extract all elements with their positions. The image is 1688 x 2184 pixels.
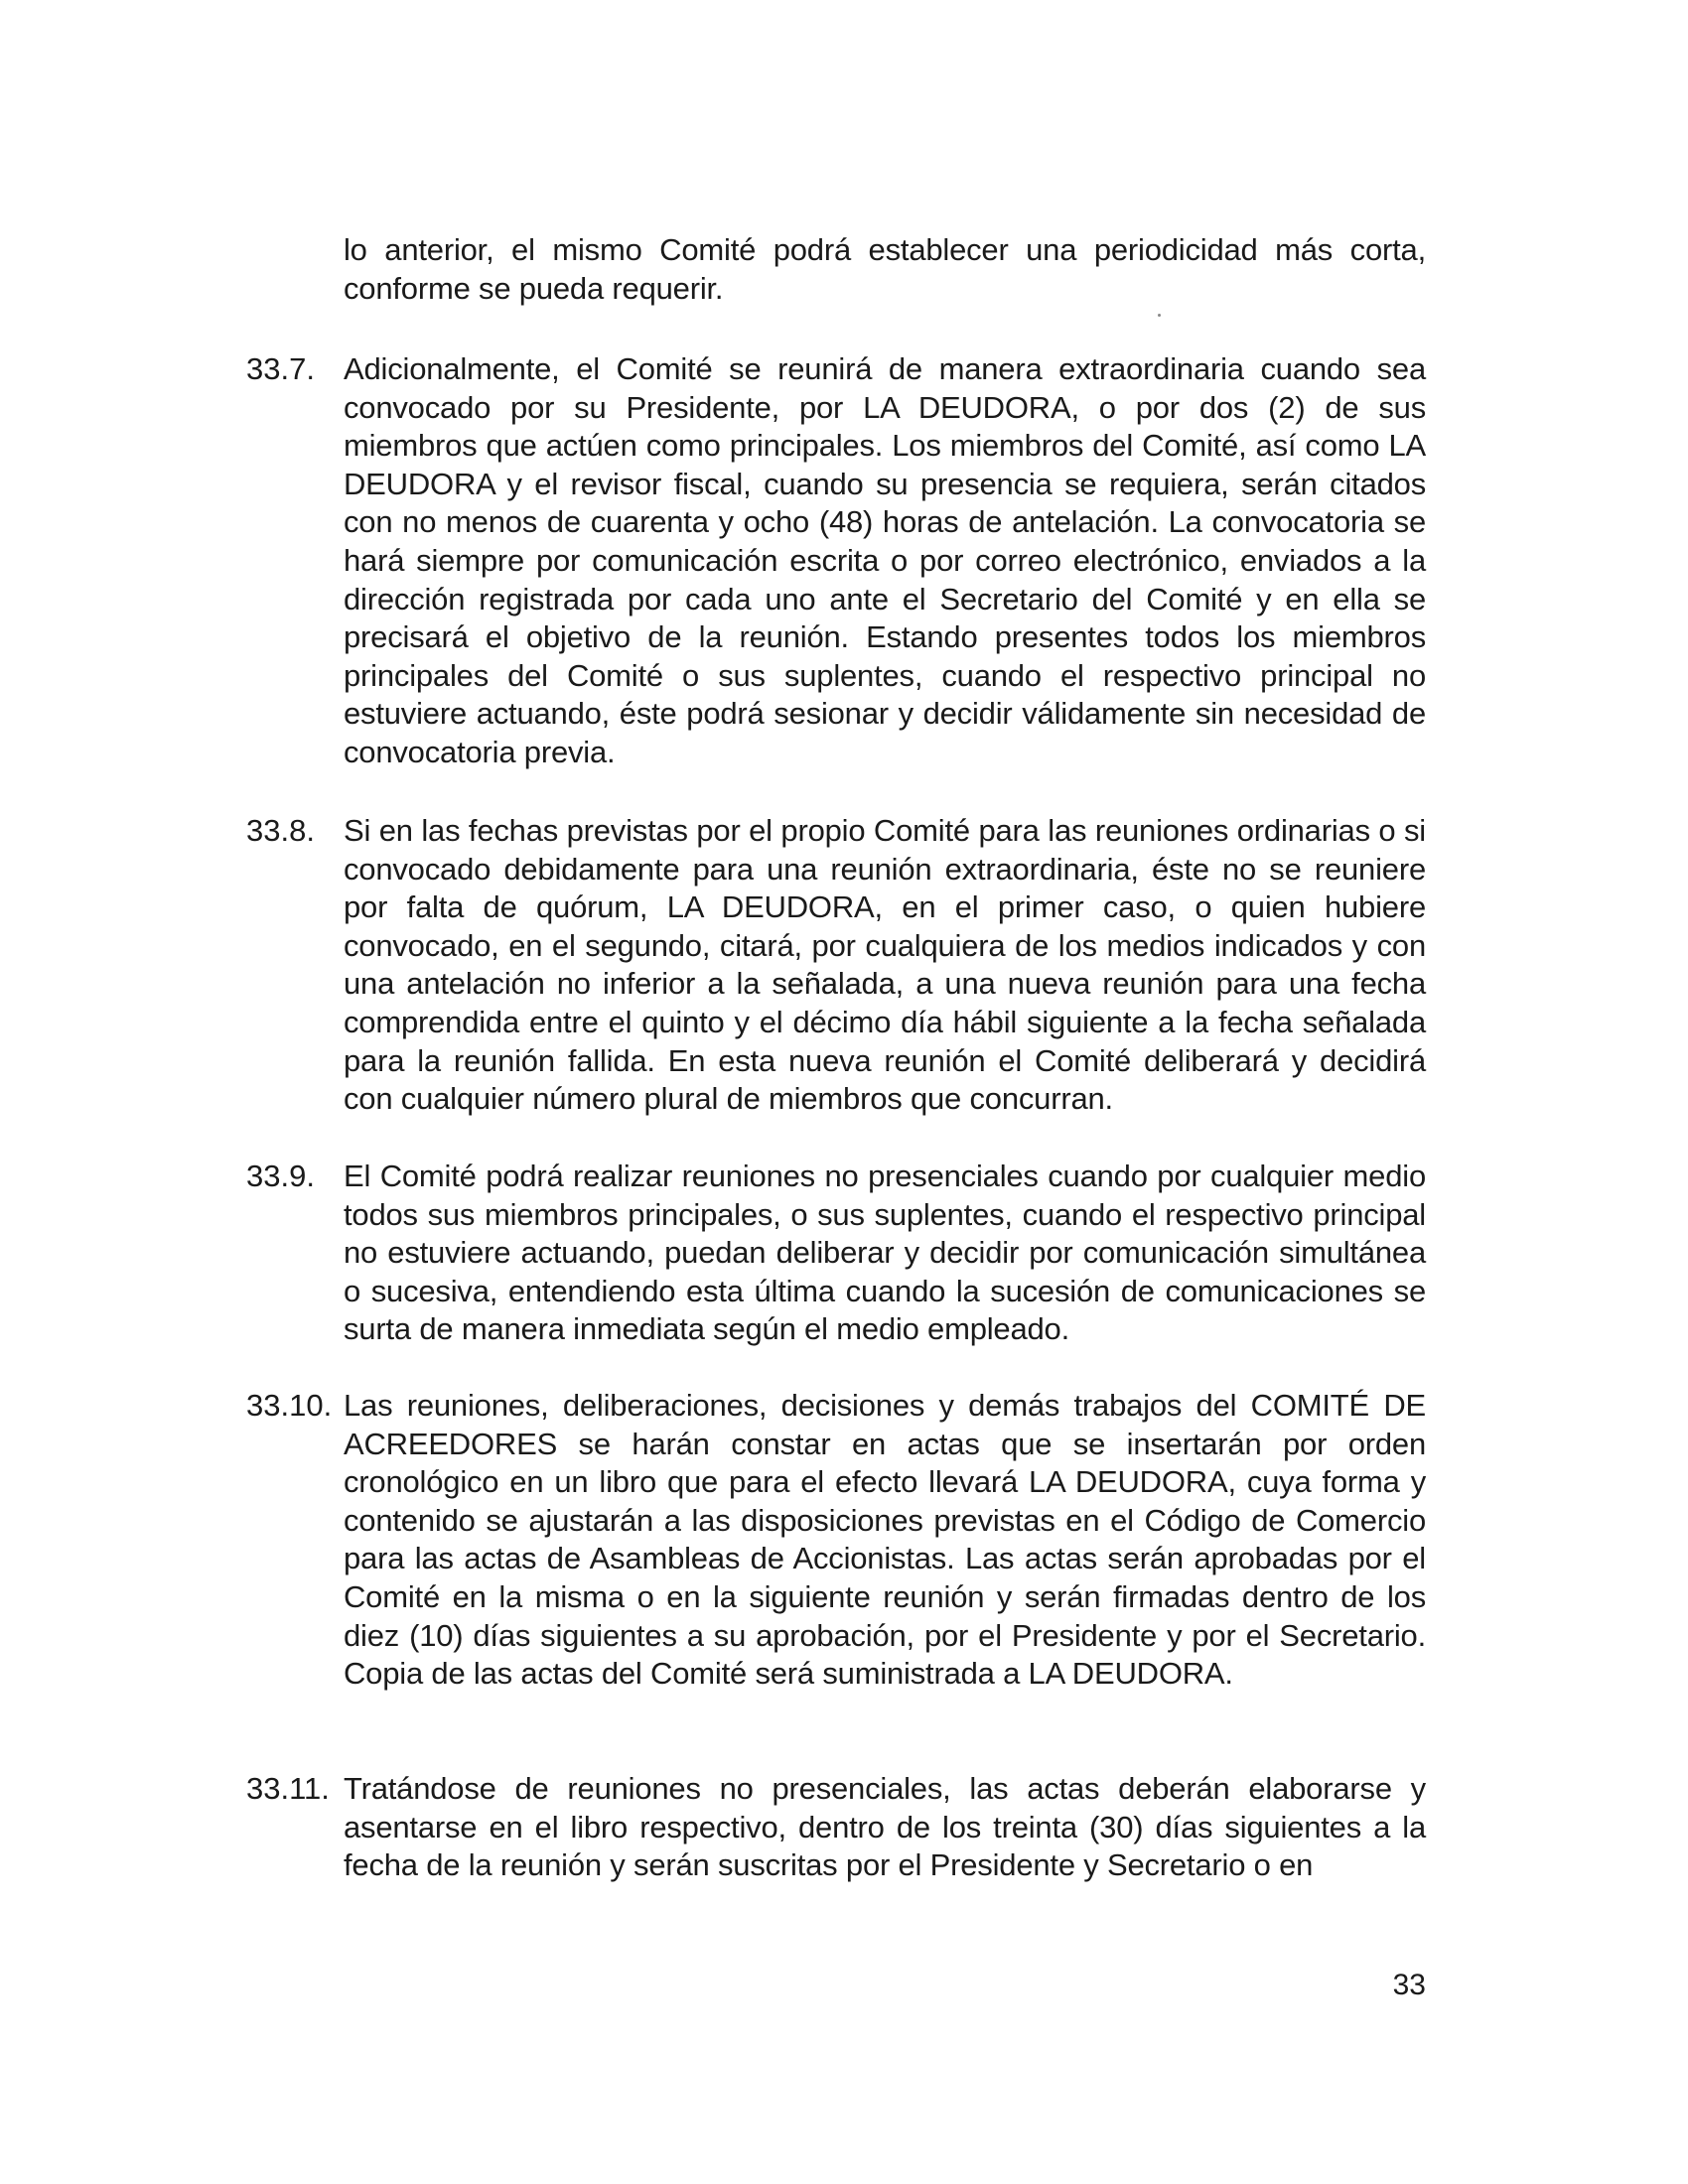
clause-text: Las reuniones, deliberaciones, decisiones y demás trabajos del COMITÉ DE ACREEDORES se harán constar en actas que se insertarán por orden cronológico en un libro que para el efecto llevará LA DEUDORA, cuya forma y contenido se ajustarán a las disposiciones previstas en el Código de Comercio para las actas de Asambleas de Accionistas. Las actas serán aprobadas por el Comité en la misma o en la siguiente reunión y serán firmadas dentro de los diez (10) días siguientes a su aprobación, por el Presidente y por el Secretario. Copia de las actas del Comité será suministrada a LA DEUDORA. xyxy=(344,1388,1426,1692)
clause-number: 33.10. xyxy=(246,1388,333,1423)
clause-number: 33.8. xyxy=(246,813,315,848)
continuation-paragraph: lo anterior, el mismo Comité podrá establecer una periodicidad más corta, conforme se pueda requerir. xyxy=(344,232,1426,306)
clause-number: 33.7. xyxy=(246,351,315,386)
scan-speck xyxy=(1158,314,1161,317)
clause-text: Tratándose de reuniones no presenciales, las actas deberán elaborarse y asentarse en el libro respectivo, dentro de los treinta (30) días siguientes a la fecha de la reunión y serán suscritas por el Presidente y Secretario o en xyxy=(344,1771,1426,1883)
clause-text: El Comité podrá realizar reuniones no presenciales cuando por cualquier medio todos sus miembros principales, o sus suplentes, cuando el respectivo principal no estuviere actuando, puedan deliberar y decidir por comunicación simultánea o sucesiva, entendiendo esta última cuando la sucesión de comunicaciones se surta de manera inmediata según el medio empleado. xyxy=(344,1159,1426,1347)
clause-number: 33.11. xyxy=(246,1771,330,1806)
clause-text: Adicionalmente, el Comité se reunirá de manera extraordinaria cuando sea convocado por su Presidente, por LA DEUDORA, o por dos (2) de sus miembros que actúen como principales. Los miembros del Comité, así como LA DEUDORA y el revisor fiscal, cuando su presencia se requiera, serán citados con no menos de cuarenta y ocho (48) horas de antelación. La convocatoria se hará siempre por comunicación escrita o por correo electrónico, enviados a la dirección registrada por cada uno ante el Secretario del Comité y en ella se precisará el objetivo de la reunión. Estando presentes todos los miembros principales del Comité o sus suplentes, cuando el respectivo principal no estuviere actuando, éste podrá sesionar y decidir válidamente sin necesidad de convocatoria previa. xyxy=(344,351,1426,769)
page-number: 33 xyxy=(1392,1969,1426,2001)
clause-number: 33.9. xyxy=(246,1159,315,1193)
clause-text: Si en las fechas previstas por el propio Comité para las reuniones ordinarias o si convocado debidamente para una reunión extraordinaria, éste no se reuniere por falta de quórum, LA DEUDORA, en el primer caso, o quien hubiere convocado, en el segundo, citará, por cualquiera de los medios indicados y con una antelación no inferior a la señalada, a una nueva reunión para una fecha comprendida entre el quinto y el décimo día hábil siguiente a la fecha señalada para la reunión fallida. En esta nueva reunión el Comité deliberará y decidirá con cualquier número plural de miembros que concurran. xyxy=(344,813,1426,1117)
